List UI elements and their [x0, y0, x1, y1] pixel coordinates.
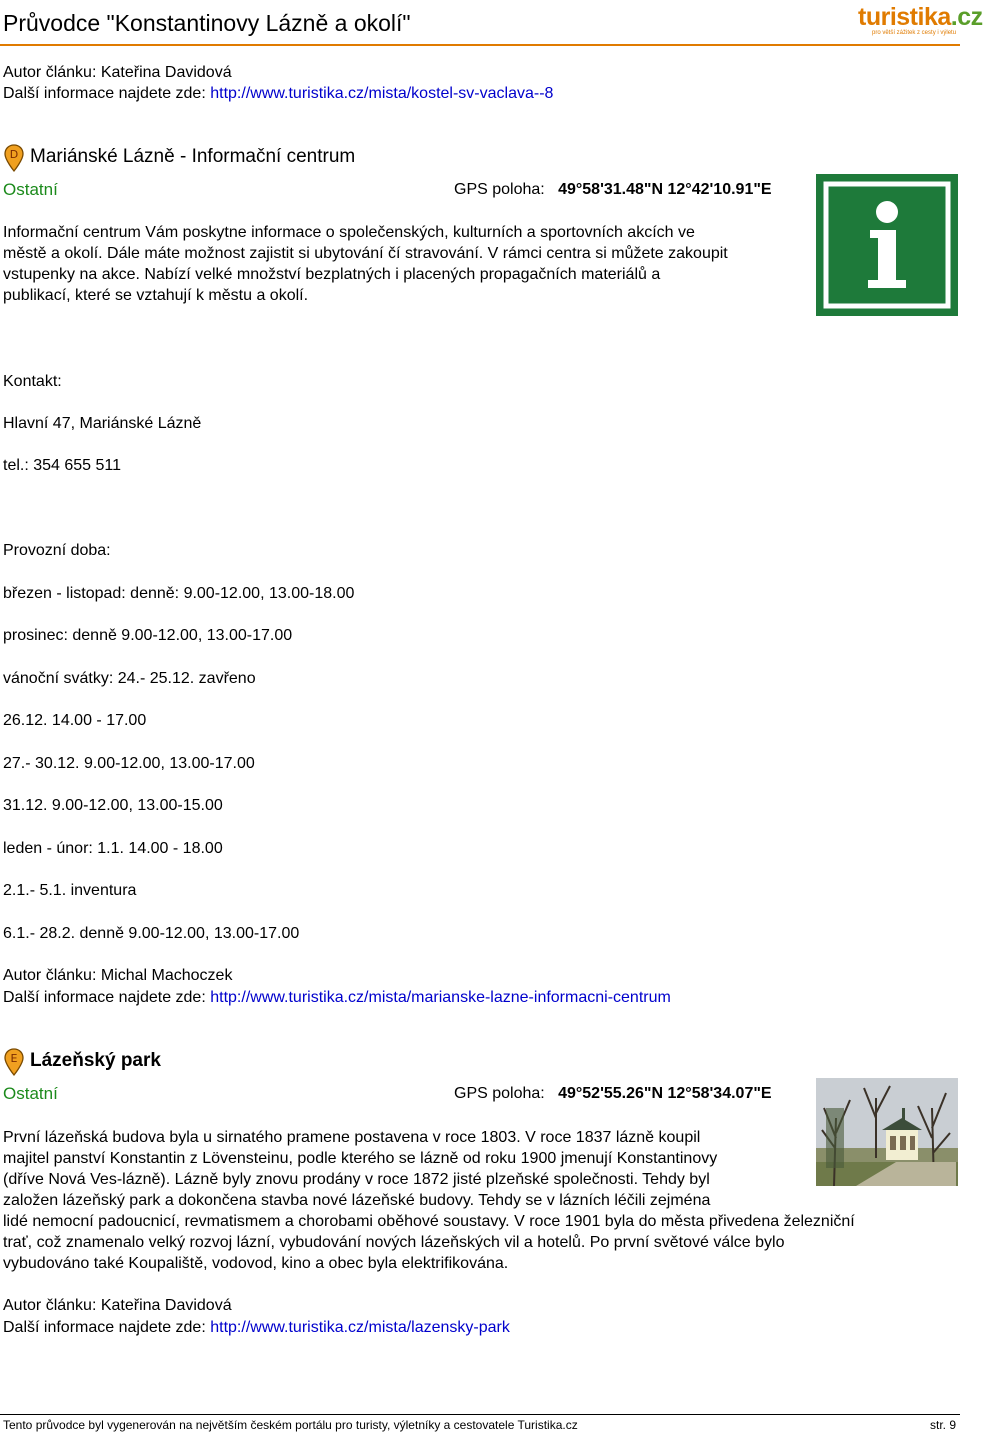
- description-line: založen lázeňský park a dokončena stavba nové lázeňské budovy. Tehdy se v lázních léčili zejména: [3, 1192, 711, 1209]
- hours-line: vánoční svátky: 24.- 25.12. zavřeno: [3, 670, 256, 687]
- logo-main: turistika: [858, 3, 951, 31]
- description-line: trať, což znamenalo velký rozvoj lázní, vybudování nových lázeňských vil a hotelů. Po první světové válce bylo: [3, 1234, 785, 1251]
- page-number: str. 9: [929, 1418, 956, 1432]
- more-link[interactable]: http://www.turistika.cz/mista/lazensky-park: [210, 1319, 510, 1336]
- header-divider: [0, 44, 960, 46]
- logo-tagline: pro větší zážitek z cesty i výletu: [872, 30, 957, 36]
- page-title: Průvodce "Konstantinovy Lázně a okolí": [3, 10, 411, 36]
- turistika-logo[interactable]: [858, 3, 983, 40]
- more-label: Další informace najdete zde:: [3, 989, 206, 1006]
- author-label: Autor článku:: [3, 64, 97, 81]
- hours-line: 26.12. 14.00 - 17.00: [3, 712, 147, 729]
- more-link[interactable]: http://www.turistika.cz/mista/marianske-lazne-informacni-centrum: [210, 989, 671, 1006]
- prev-author-line: [3, 63, 232, 83]
- map-marker-e-icon: [4, 1048, 24, 1076]
- hours-label: Provozní doba:: [3, 542, 111, 559]
- hours-line: březen - listopad: denně: 9.00-12.00, 13.00-18.00: [3, 585, 355, 602]
- description-line: vybudováno také Koupaliště, vodovod, kino a obec byla elektrifikována.: [3, 1255, 509, 1272]
- more-label: Další informace najdete zde:: [3, 1319, 206, 1336]
- logo-suffix: .cz: [950, 3, 983, 31]
- hours-line: 2.1.- 5.1. inventura: [3, 882, 137, 899]
- description-line: (dříve Nová Ves-lázně). Lázně byly znovu prodány v roce 1872 jisté plzeňské společnosti. Tehdy byl: [3, 1171, 710, 1188]
- description-line: vstupenky na akce. Nabízí velké množství bezplatných i placených propagačních materiálů a: [3, 266, 661, 283]
- hours-line: 27.- 30.12. 9.00-12.00, 13.00-17.00: [3, 755, 255, 772]
- poi-title: Lázeňský park: [30, 1050, 161, 1071]
- contact-phone: tel.: 354 655 511: [3, 457, 122, 474]
- hours-line: 6.1.- 28.2. denně 9.00-12.00, 13.00-17.00: [3, 925, 300, 942]
- gps-label: GPS poloha:: [454, 1085, 545, 1102]
- description-line: První lázeňská budova byla u sirnatého pramene postavena v roce 1803. V roce 1837 lázně koupil: [3, 1129, 701, 1146]
- poi-description-cont: [3, 1211, 957, 1274]
- more-info-line: [3, 988, 671, 1008]
- gps-line: [454, 181, 772, 199]
- description-line: majitel panství Konstantin z Lövensteinu, podle kterého se lázně od roku 1900 jmenují Konstantinovy: [3, 1150, 718, 1167]
- category-label: Ostatní: [3, 1084, 58, 1103]
- description-line: Informační centrum Vám poskytne informace o společenských, kulturních a sportovních akcích ve: [3, 224, 695, 241]
- park-photo: [816, 1078, 958, 1186]
- description-line: publikací, které se vztahují k městu a okolí.: [3, 287, 309, 304]
- info-sign-icon: [816, 174, 958, 316]
- information-sign-image: [816, 174, 958, 316]
- author-label: Autor článku:: [3, 1297, 97, 1314]
- author-line: [3, 1296, 232, 1316]
- contact-label: Kontakt:: [3, 373, 62, 390]
- footer-text: Tento průvodce byl vygenerován na největším českém portálu pro turisty, výletníky a cestovatele Turistika.cz: [3, 1418, 578, 1432]
- marker-letter: D: [9, 148, 19, 161]
- gps-line: [454, 1085, 772, 1103]
- author-name: Kateřina Davidová: [100, 64, 232, 81]
- author-name: Kateřina Davidová: [100, 1297, 232, 1314]
- author-label: Autor článku:: [3, 967, 97, 984]
- description-line: městě a okolí. Dále máte možnost zajistit si ubytování čí stravování. V rámci centra si můžete zakoupit: [3, 245, 728, 262]
- more-label: Další informace najdete zde:: [3, 85, 206, 102]
- gps-value: 49°52'55.26"N 12°58'34.07"E: [558, 1085, 772, 1102]
- hours-line: leden - únor: 1.1. 14.00 - 18.00: [3, 840, 223, 857]
- poi-title: Mariánské Lázně - Informační centrum: [30, 146, 356, 167]
- category-label: Ostatní: [3, 180, 58, 199]
- poi-description: [3, 1127, 809, 1211]
- hours-line: prosinec: denně 9.00-12.00, 13.00-17.00: [3, 627, 293, 644]
- gps-value: 49°58'31.48"N 12°42'10.91"E: [558, 181, 772, 198]
- marker-letter: E: [10, 1052, 18, 1065]
- more-link[interactable]: http://www.turistika.cz/mista/kostel-sv-vaclava--8: [210, 85, 554, 102]
- author-name: Michal Machoczek: [100, 967, 233, 984]
- gps-label: GPS poloha:: [454, 181, 545, 198]
- description-line: lidé nemocní padoucnicí, revmatismem a chorobami oběhové soustavy. V roce 1901 byla do města přivedena železniční: [3, 1213, 855, 1230]
- prev-more-line: [3, 84, 553, 104]
- footer-divider: [0, 1414, 960, 1415]
- poi-description: [3, 222, 809, 306]
- author-line: [3, 966, 232, 986]
- more-info-line: [3, 1318, 510, 1338]
- hours-line: 31.12. 9.00-12.00, 13.00-15.00: [3, 797, 223, 814]
- contact-address: Hlavní 47, Mariánské Lázně: [3, 415, 202, 432]
- map-marker-d-icon: [4, 144, 24, 172]
